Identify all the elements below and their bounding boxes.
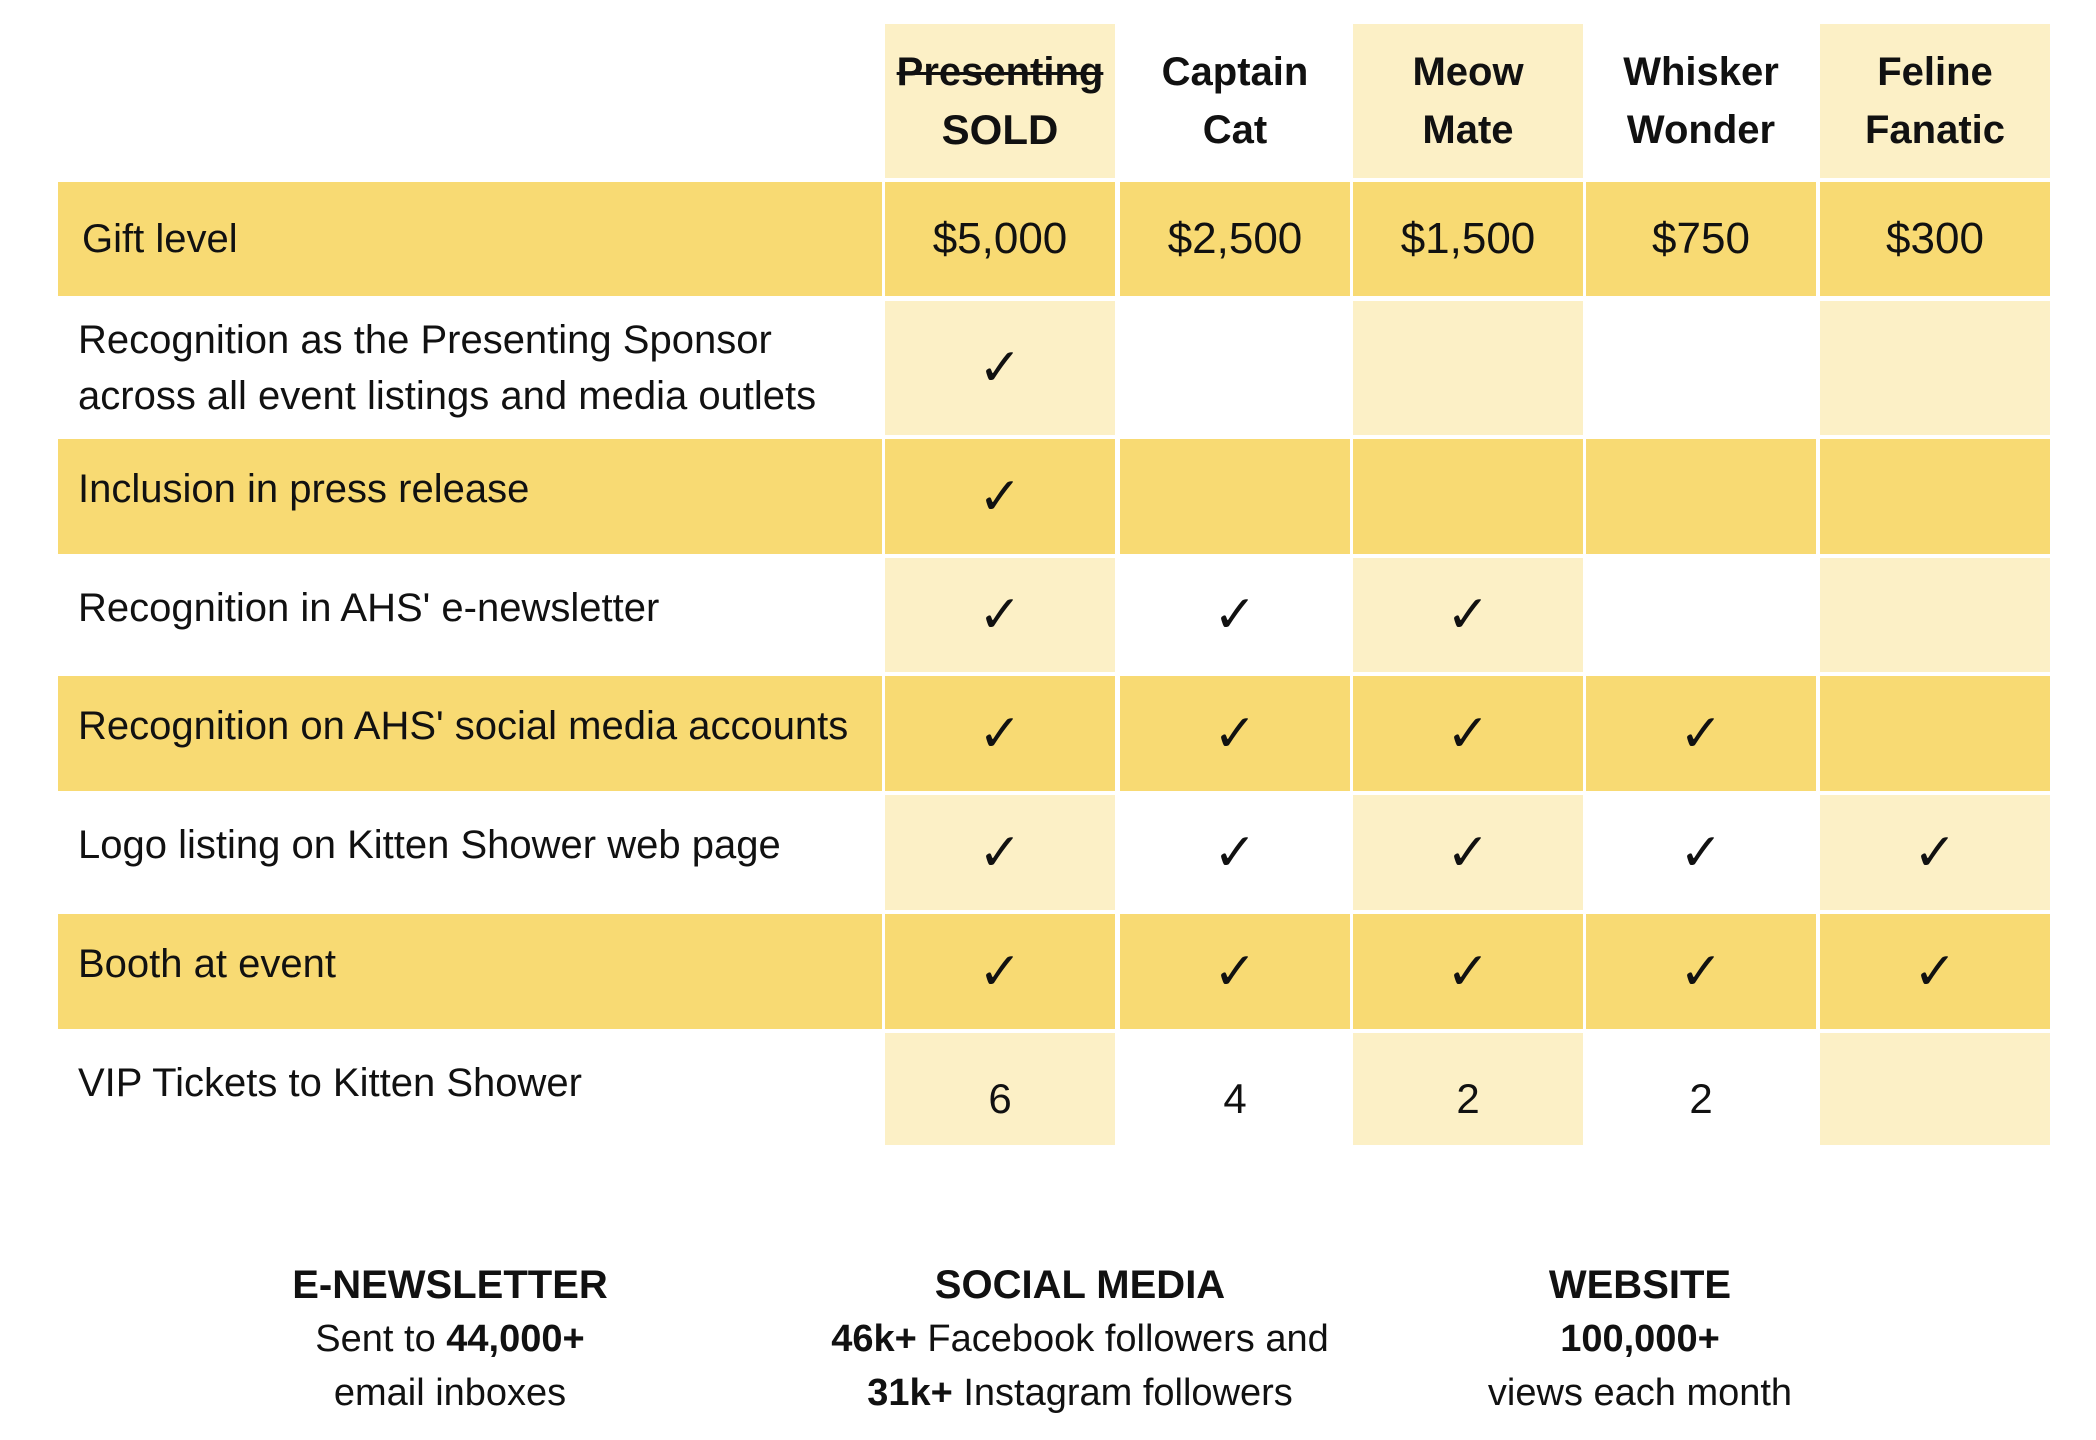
benefit-cell-1-2	[1120, 301, 1350, 435]
benefit-cell-5-3	[1353, 795, 1583, 910]
gift-amount-4	[1586, 182, 1816, 296]
check-mark-icon: ✓	[1213, 703, 1257, 764]
gift-amount-text: $1,500	[1400, 214, 1536, 263]
check-mark-icon: ✓	[978, 703, 1022, 764]
ticket-count: 2	[1456, 1075, 1480, 1122]
benefit-label-text: Recognition in AHS' e-newsletter	[78, 586, 660, 630]
check-mark-icon: ✓	[1213, 822, 1257, 883]
check-mark-icon: ✓	[978, 941, 1022, 1002]
check-mark-icon: ✓	[1213, 585, 1257, 645]
benefit-cell-2-5	[1820, 439, 2050, 554]
tier-name: Meow Mate	[1412, 50, 1524, 152]
benefit-cell-4-5	[1820, 676, 2050, 791]
instagram-text: Instagram followers	[952, 1372, 1293, 1414]
benefit-cell-1-3	[1353, 301, 1583, 435]
benefit-cell-2-4	[1586, 439, 1816, 554]
benefit-cell-4-1	[885, 676, 1115, 791]
benefit-label-4	[58, 676, 882, 791]
check-mark-icon: ✓	[1913, 941, 1957, 1002]
social-title: SOCIAL MEDIA	[934, 1263, 1226, 1307]
tier-header-2	[1120, 24, 1350, 178]
newsletter-count: 44,000+	[446, 1318, 585, 1360]
benefit-label-1	[58, 301, 882, 435]
gift-amount-text: $2,500	[1167, 214, 1303, 263]
footer-newsletter	[250, 1258, 650, 1420]
benefit-cell-5-5	[1820, 795, 2050, 910]
website-title: WEBSITE	[1548, 1263, 1732, 1307]
benefit-cell-2-3	[1353, 439, 1583, 554]
benefit-cell-4-2	[1120, 676, 1350, 791]
ticket-count: 2	[1689, 1075, 1713, 1122]
benefit-cell-2-1	[885, 439, 1115, 554]
benefit-cell-1-5	[1820, 301, 2050, 435]
facebook-count: 46k+	[831, 1318, 917, 1360]
gift-amount-text: $300	[1886, 214, 1984, 263]
benefit-cell-3-4	[1586, 558, 1816, 672]
benefit-label-text: VIP Tickets to Kitten Shower	[78, 1061, 582, 1105]
tier-header-3	[1353, 24, 1583, 178]
gift-amount-1	[885, 182, 1115, 296]
tier-header-1	[885, 24, 1115, 178]
gift-amount-3	[1353, 182, 1583, 296]
tier-header-5	[1820, 24, 2050, 178]
instagram-count: 31k+	[867, 1372, 953, 1414]
tier-name: SOLD	[941, 106, 1059, 153]
footer-social	[800, 1258, 1360, 1420]
ticket-count: 4	[1223, 1075, 1247, 1122]
check-mark-icon: ✓	[1446, 941, 1490, 1002]
benefit-cell-1-1	[885, 301, 1115, 435]
benefit-cell-6-2	[1120, 914, 1350, 1029]
benefit-label-text: Recognition as the Presenting Sponsor across all event listings and media outlets	[78, 318, 817, 418]
benefit-label-7	[58, 1033, 882, 1145]
gift-level-label	[58, 182, 882, 296]
gift-amount-text: $750	[1652, 214, 1750, 263]
gift-amount-2	[1120, 182, 1350, 296]
check-mark-icon: ✓	[978, 466, 1022, 527]
check-mark-icon: ✓	[1679, 941, 1723, 1002]
benefit-cell-7-5	[1820, 1033, 2050, 1145]
check-mark-icon: ✓	[1213, 941, 1257, 1002]
benefit-cell-3-3	[1353, 558, 1583, 672]
check-mark-icon: ✓	[1679, 822, 1723, 883]
benefit-cell-6-4	[1586, 914, 1816, 1029]
benefit-cell-7-3	[1353, 1033, 1583, 1145]
benefit-cell-3-1	[885, 558, 1115, 672]
benefit-label-5	[58, 795, 882, 910]
benefit-cell-7-4	[1586, 1033, 1816, 1145]
newsletter-line2: email inboxes	[333, 1372, 567, 1414]
check-mark-icon: ✓	[1446, 822, 1490, 883]
benefit-cell-4-3	[1353, 676, 1583, 791]
check-mark-icon: ✓	[1679, 703, 1723, 764]
check-mark-icon: ✓	[978, 585, 1022, 645]
benefit-label-3	[58, 558, 882, 672]
benefit-label-text: Logo listing on Kitten Shower web page	[78, 823, 781, 867]
benefit-cell-7-2	[1120, 1033, 1350, 1145]
benefit-cell-3-2	[1120, 558, 1350, 672]
benefit-cell-5-2	[1120, 795, 1350, 910]
tier-header-4	[1586, 24, 1816, 178]
gift-amount-5	[1820, 182, 2050, 296]
tier-struck-name: Presenting	[896, 50, 1104, 94]
benefit-cell-1-4	[1586, 301, 1816, 435]
benefit-label-text: Booth at event	[78, 942, 336, 986]
benefit-cell-6-1	[885, 914, 1115, 1029]
footer-website	[1450, 1258, 1830, 1420]
benefit-cell-6-3	[1353, 914, 1583, 1029]
gift-amount-text: $5,000	[932, 214, 1068, 263]
website-line2: views each month	[1487, 1372, 1793, 1414]
benefit-cell-5-1	[885, 795, 1115, 910]
tier-name: Whisker Wonder	[1623, 50, 1779, 152]
benefit-cell-3-5	[1820, 558, 2050, 672]
newsletter-title: E-NEWSLETTER	[292, 1263, 608, 1307]
facebook-text: Facebook followers and	[916, 1318, 1329, 1360]
gift-level-text: Gift level	[82, 217, 238, 261]
benefit-cell-6-5	[1820, 914, 2050, 1029]
check-mark-icon: ✓	[978, 822, 1022, 883]
benefit-label-text: Inclusion in press release	[78, 467, 530, 511]
ticket-count: 6	[988, 1075, 1012, 1122]
benefit-cell-2-2	[1120, 439, 1350, 554]
benefit-label-text: Recognition on AHS' social media accounts	[78, 704, 849, 748]
benefit-cell-7-1	[885, 1033, 1115, 1145]
benefit-cell-4-4	[1586, 676, 1816, 791]
check-mark-icon: ✓	[1446, 703, 1490, 764]
newsletter-line1-pre: Sent to	[315, 1318, 447, 1360]
check-mark-icon: ✓	[978, 338, 1022, 398]
benefit-cell-5-4	[1586, 795, 1816, 910]
check-mark-icon: ✓	[1913, 822, 1957, 883]
tier-name: Feline Fanatic	[1864, 50, 2006, 152]
check-mark-icon: ✓	[1446, 585, 1490, 645]
website-views: 100,000+	[1560, 1318, 1720, 1360]
benefit-label-6	[58, 914, 882, 1029]
tier-name: Captain Cat	[1161, 50, 1309, 152]
benefit-label-2	[58, 439, 882, 554]
